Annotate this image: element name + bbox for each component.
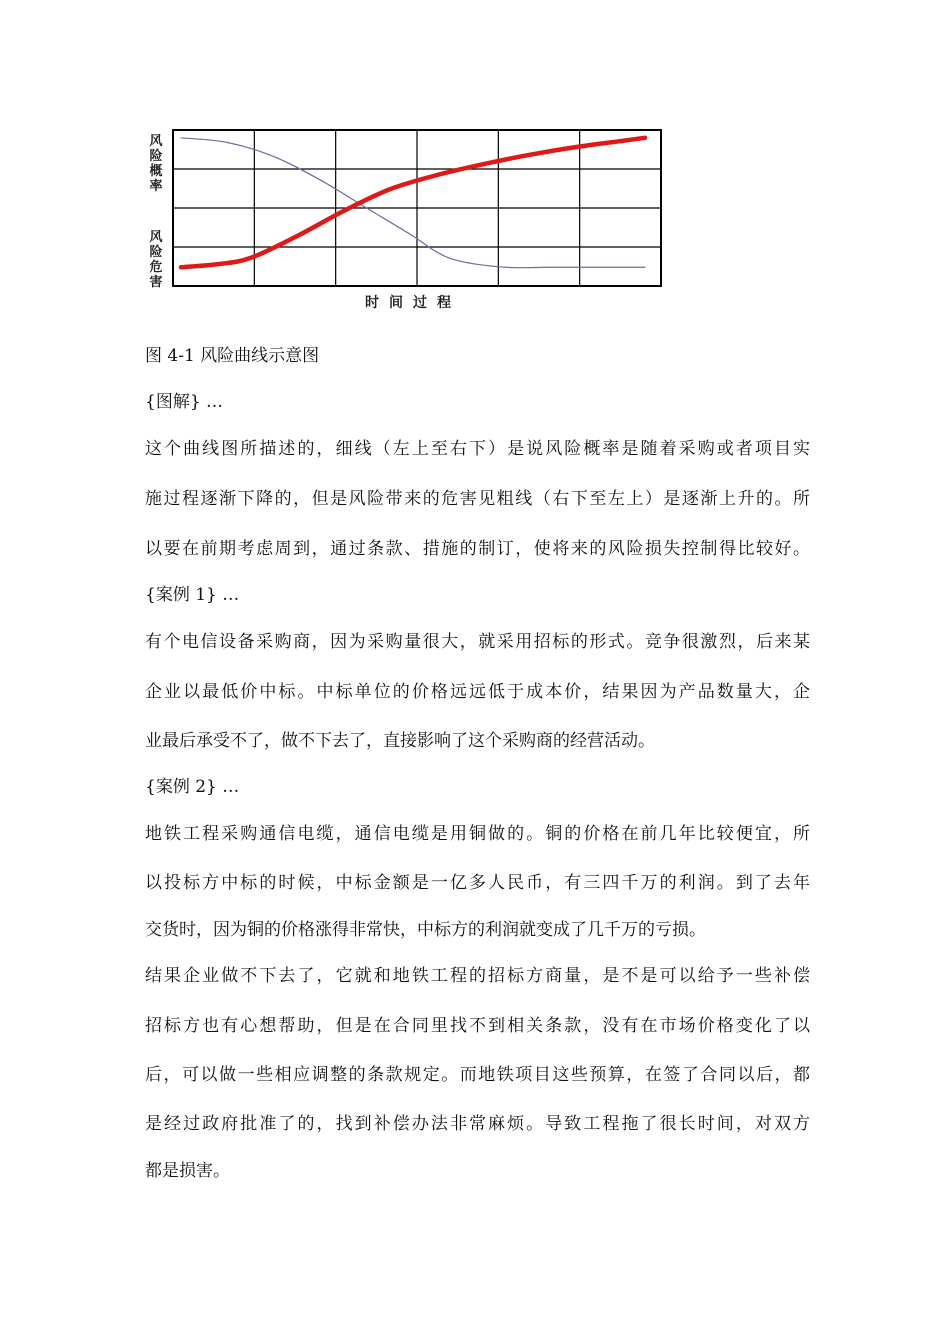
risk-curve-figure [145, 126, 665, 316]
paragraph-line: 交货时，因为铜的价格涨得非常快，中标方的利润就变成了几千万的亏损。 [145, 920, 706, 940]
paragraph-line: 这个曲线图所描述的，细线（左上至右下）是说风险概率是随着采购或者项目实 [145, 439, 810, 459]
section-label-case-2: {案例 2} … [145, 777, 240, 797]
y-axis-label-risk-probability: 风险概率 [149, 134, 163, 194]
paragraph-line: 都是损害。 [145, 1161, 230, 1181]
paragraph-line: 业最后承受不了，做不下去了，直接影响了这个采购商的经营活动。 [145, 731, 655, 751]
paragraph-line: 地铁工程采购通信电缆，通信电缆是用铜做的。铜的价格在前几年比较便宜，所 [145, 824, 810, 844]
thick-line-risk-harm [181, 138, 645, 267]
paragraph-line: 结果企业做不下去了，它就和地铁工程的招标方商量，是不是可以给予一些补偿 [145, 966, 810, 986]
y-axis-label-risk-harm: 风险危害 [149, 230, 163, 290]
section-label-diagram-explanation: {图解} … [145, 392, 224, 412]
thin-line-risk-probability [181, 138, 645, 268]
figure-caption: 图 4-1 风险曲线示意图 [145, 346, 320, 366]
paragraph-line: 以要在前期考虑周到，通过条款、措施的制订，使将来的风险损失控制得比较好。 [145, 539, 810, 559]
paragraph-line: 以投标方中标的时候，中标金额是一亿多人民币，有三四千万的利润。到了去年 [145, 873, 810, 893]
paragraph-line: 招标方也有心想帮助，但是在合同里找不到相关条款，没有在市场价格变化了以 [145, 1016, 810, 1036]
section-label-case-1: {案例 1} … [145, 585, 240, 605]
x-axis-label-time-process: 时间过程 [365, 295, 461, 311]
paragraph-line: 后，可以做一些相应调整的条款规定。而地铁项目这些预算，在签了合同以后，都 [145, 1065, 810, 1085]
paragraph-line: 企业以最低价中标。中标单位的价格远远低于成本价，结果因为产品数量大，企 [145, 682, 810, 702]
paragraph-line: 有个电信设备采购商，因为采购量很大，就采用招标的形式。竞争很激烈，后来某 [145, 632, 810, 652]
paragraph-line: 施过程逐渐下降的，但是风险带来的危害见粗线（右下至左上）是逐渐上升的。所 [145, 489, 810, 509]
paragraph-line: 是经过政府批准了的，找到补偿办法非常麻烦。导致工程拖了很长时间，对双方 [145, 1114, 810, 1134]
risk-curve-chart [145, 126, 665, 291]
